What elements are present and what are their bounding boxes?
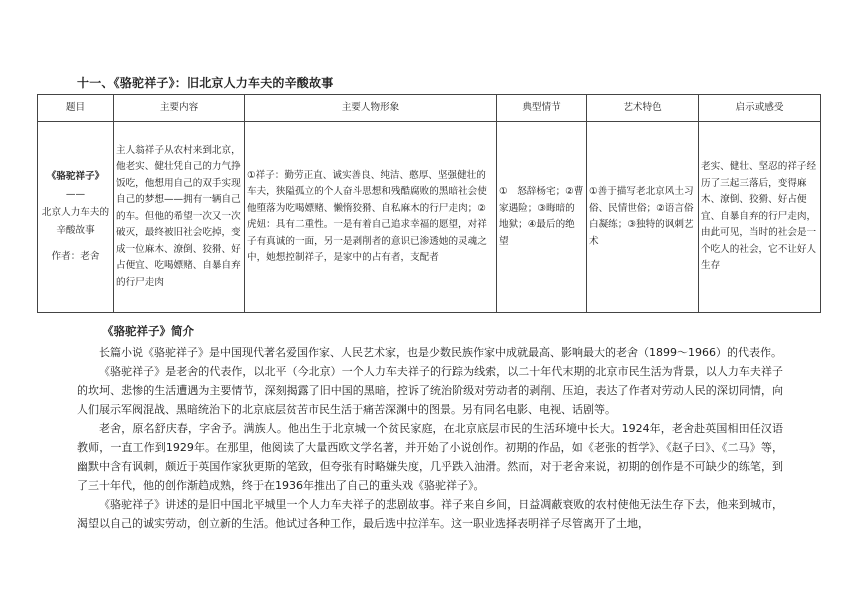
table-row — [38, 122, 821, 313]
summary-table — [37, 94, 821, 313]
section-title: 十一、《骆驼祥子》：旧北京人力车夫的辛酸故事 — [77, 76, 334, 90]
cell-title — [38, 122, 114, 313]
intro-body — [77, 343, 783, 533]
intro-paragraph: 《骆驼祥子》讲述的是旧中国北平城里一个人力车夫祥子的悲剧故事。祥子来自乡间，日益凋蔽衰败的农村使他无法生存下去，他来到城市，渴望以自己的诚实劳动，创立新的生活。他试过各种工作，最后选中拉洋车。这一职业选择表明祥子尽管离开了土地， — [77, 498, 783, 530]
book-title: 《骆驼祥子》 — [46, 171, 105, 182]
header-insight: 启示或感受 — [699, 95, 821, 122]
book-subtitle: 北京人力车夫的辛酸故事 — [41, 207, 110, 236]
intro-paragraph: 老舍，原名舒庆春，字舍予。满族人。他出生于北京城一个贫民家庭，在北京底层市民的生活环境中长大。1924年，老舍赴英国相田任汉语教师，一直工作到1929年。在那里，他阅读了大量西欧文学名著，并开始了小说创作。初期的作品，如《老张的哲学》、《赵子曰》、《二马》等，幽默中含有讽刺，颇近于英国作家狄更斯的笔致，但夸张有时略嫌失度，几乎跌入油滑。然而，对于老舍来说，初期的创作是不可缺少的练笔，到了三十年代，他的创作渐趋成熟，终于在1936年推出了自己的重头戏《骆驼祥子》。 — [77, 422, 783, 492]
intro-paragraph: 长篇小说《骆驼祥子》是中国现代著名爱国作家、人民艺术家，也是少数民族作家中成就最高、影响最大的老舍（1899～1966）的代表作。 — [99, 346, 782, 359]
header-art: 艺术特色 — [587, 95, 699, 122]
cell-plots: ① 怒辞杨宅；②曹家遇险；③晦暗的地狱；④最后的绝望 — [497, 122, 587, 313]
title-dash: —— — [65, 189, 86, 200]
cell-characters: ①祥子：勤劳正直、诚实善良、纯洁、憨厚、坚强健壮的车夫，狭隘孤立的个人奋斗思想和残酷腐败的黑暗社会使他堕落为吃喝嫖赌、懒惰狡猾、自私麻木的行尸走肉；②虎妞：具有二重性。一是有着自己追求幸福的愿望，对祥子有真诚的一面，另一是剥削者的意识已渗透她的灵魂之中，她想控制祥子，是家中的占有者，支配者 — [245, 122, 497, 313]
intro-paragraph: 《骆驼祥子》是老舍的代表作，以北平（今北京）一个人力车夫祥子的行踪为线索，以二十年代末期的北京市民生活为背景，以人力车夫祥子的坎坷、悲惨的生活遭遇为主要情节，深刻揭露了旧中国的黑暗，控诉了统治阶级对劳动者的剥削、压迫，表达了作者对劳动人民的深切同情，向人们展示军阀混战、黑暗统治下的北京底层贫苦市民生活于痛苦深渊中的图景。另有同名电影、电视、话剧等。 — [77, 365, 783, 416]
cell-art: ①善于描写老北京风土习俗、民情世俗；②语言俗白凝练；③独特的讽刺艺术 — [587, 122, 699, 313]
cell-content: 主人翁祥子从农村来到北京，他老实、健壮凭自己的力气挣饭吃，他想用自己的双手实现自己的梦想——拥有一辆自己的车。但他的希望一次又一次破灭，最终被旧社会吃掉，变成一位麻木、潦倒、狡猾、好占便宜、吃喝嫖赌、自暴自弃的行尸走肉 — [114, 122, 245, 313]
header-title: 题目 — [38, 95, 114, 122]
book-author: 作者：老舍 — [51, 251, 100, 262]
header-content: 主要内容 — [114, 95, 245, 122]
header-plots: 典型情节 — [497, 95, 587, 122]
table-header-row — [38, 95, 821, 122]
intro-title: 《骆驼祥子》简介 — [102, 324, 194, 338]
cell-insight: 老实、健壮、坚忍的祥子经历了三起三落后，变得麻木、潦倒、狡猾、好占便宜、自暴自弃的行尸走肉，由此可见，当时的社会是一个吃人的社会，它不让好人生存 — [699, 122, 821, 313]
header-characters: 主要人物形象 — [245, 95, 497, 122]
